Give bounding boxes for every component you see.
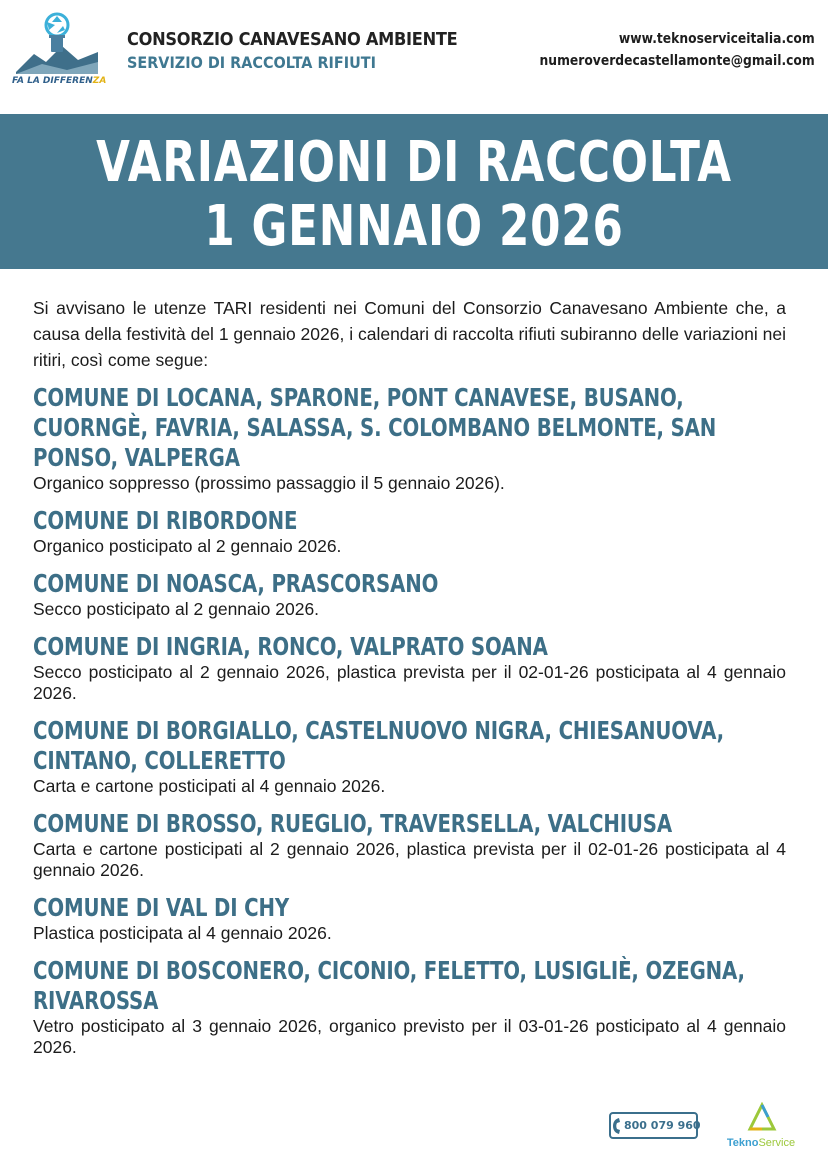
municipality-heading: COMUNE DI BOSCONERO, CICONIO, FELETTO, LUSIGLIÈ, OZEGNA, RIVAROSSA xyxy=(33,956,745,1015)
phone-icon xyxy=(612,1114,622,1137)
organization-subtitle: SERVIZIO DI RACCOLTA RIFIUTI xyxy=(127,53,376,72)
notice-body xyxy=(33,295,786,1070)
municipality-section xyxy=(33,632,786,704)
banner-title: VARIAZIONI DI RACCOLTA xyxy=(96,130,732,195)
teknoservice-wordmark: TeknoService xyxy=(726,1137,796,1149)
title-banner xyxy=(0,114,828,269)
teknoservice-triangle-icon xyxy=(722,1102,802,1136)
municipality-heading: COMUNE DI BROSSO, RUEGLIO, TRAVERSELLA, VALCHIUSA xyxy=(33,809,672,838)
municipality-heading: COMUNE DI RIBORDONE xyxy=(33,506,298,535)
phone-number: 800 079 960 xyxy=(624,1119,701,1132)
municipality-section xyxy=(33,809,786,881)
email-link[interactable]: numeroverdecastellamonte@gmail.com xyxy=(539,53,815,69)
municipality-section xyxy=(33,956,786,1058)
municipality-section xyxy=(33,569,786,620)
municipality-section xyxy=(33,383,786,494)
municipality-heading: COMUNE DI VAL DI CHY xyxy=(33,893,289,922)
collection-change: Secco posticipato al 2 gennaio 2026, plastica prevista per il 02-01-26 posticipata al 4 gennaio 2026. xyxy=(33,662,786,703)
collection-change: Carta e cartone posticipati al 4 gennaio 2026. xyxy=(33,776,386,796)
contact-info xyxy=(502,28,815,72)
teknoservice-logo xyxy=(722,1102,802,1152)
collection-change: Secco posticipato al 2 gennaio 2026. xyxy=(33,599,320,619)
collection-change: Organico posticipato al 2 gennaio 2026. xyxy=(33,536,342,556)
municipality-heading: COMUNE DI LOCANA, SPARONE, PONT CANAVESE, BUSANO, CUORNGÈ, FAVRIA, SALASSA, S. COLOMBANO BELMONTE, SAN PONSO, VALPERGA xyxy=(33,383,717,472)
toll-free-number[interactable] xyxy=(609,1112,701,1139)
intro-paragraph: Si avvisano le utenze TARI residenti nei Comuni del Consorzio Canavesano Ambiente che, a causa della festività del 1 gennaio 2026, i calendari di raccolta rifiuti subiranno delle variazioni nei ritiri, così come segue: xyxy=(33,298,786,370)
municipality-heading: COMUNE DI INGRIA, RONCO, VALPRATO SOANA xyxy=(33,632,548,661)
collection-change: Plastica posticipata al 4 gennaio 2026. xyxy=(33,923,332,943)
municipality-section xyxy=(33,893,786,944)
recycle-bin-logo-icon xyxy=(12,12,102,76)
collection-change: Vetro posticipato al 3 gennaio 2026, organico previsto per il 03-01-26 posticipato al 4 gennaio 2026. xyxy=(33,1016,786,1057)
collection-change: Carta e cartone posticipati al 2 gennaio 2026, plastica prevista per il 02-01-26 posticipata al 4 gennaio 2026. xyxy=(33,839,786,880)
logo-caption: FA LA DIFFERENZA xyxy=(12,76,107,86)
municipality-heading: COMUNE DI BORGIALLO, CASTELNUOVO NIGRA, CHIESANUOVA, CINTANO, COLLERETTO xyxy=(33,716,724,775)
organization-name: CONSORZIO CANAVESANO AMBIENTE xyxy=(127,29,458,50)
collection-change: Organico soppresso (prossimo passaggio il 5 gennaio 2026). xyxy=(33,473,505,493)
consortium-logo xyxy=(12,12,107,90)
municipality-heading: COMUNE DI NOASCA, PRASCORSANO xyxy=(33,569,439,598)
municipality-section xyxy=(33,506,786,557)
banner-date: 1 GENNAIO 2026 xyxy=(204,194,624,259)
municipality-section xyxy=(33,716,786,797)
website-link[interactable]: www.teknoserviceitalia.com xyxy=(619,31,815,47)
header xyxy=(0,0,828,114)
